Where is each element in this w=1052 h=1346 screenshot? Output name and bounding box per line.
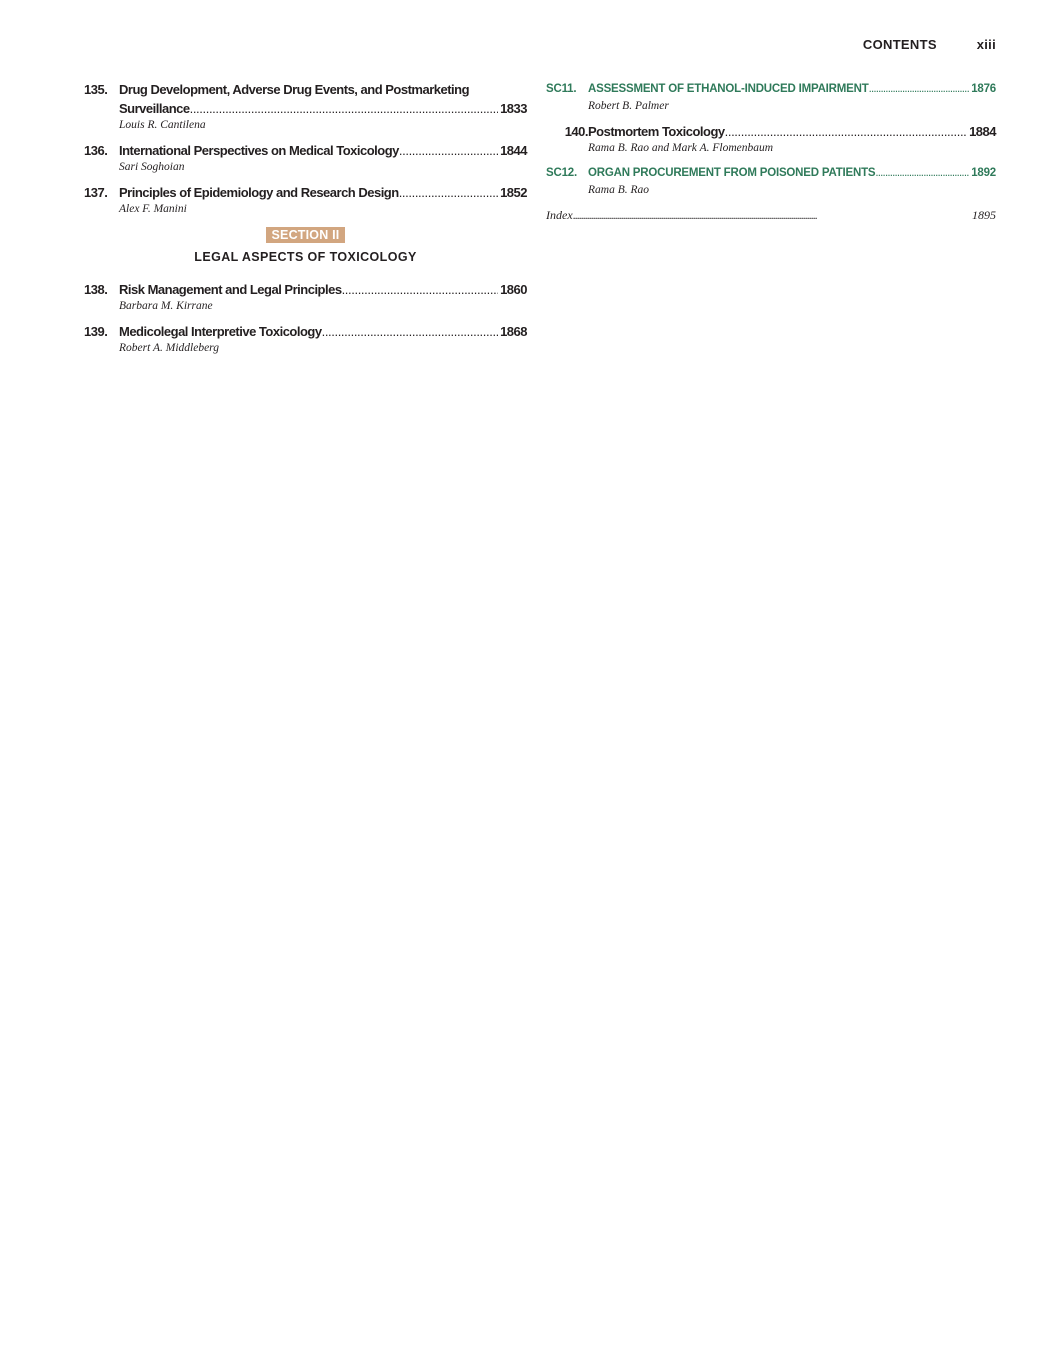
page-ref: 1860: [500, 282, 527, 297]
left-column: [84, 80, 527, 364]
chapter-title: Postmortem Toxicology: [588, 124, 725, 139]
chapter-author: Barbara M. Kirrane: [119, 300, 213, 312]
toc-entry-sc11[interactable]: [546, 80, 996, 113]
toc-entry-140[interactable]: [546, 122, 996, 155]
chapter-author: Robert A. Middleberg: [119, 342, 219, 354]
section-badge: SECTION II: [266, 227, 346, 243]
special-chapter-title: ASSESSMENT OF ETHANOL-INDUCED IMPAIRMENT: [588, 83, 869, 95]
dot-leader: [322, 322, 498, 341]
dot-leader: [573, 206, 970, 224]
dot-leader: [875, 164, 969, 183]
chapter-number: 138.: [84, 282, 108, 297]
dot-leader: [869, 80, 970, 99]
dot-leader: [399, 183, 498, 202]
dot-leader: [399, 141, 498, 160]
page-ref: 1884: [969, 124, 996, 139]
chapter-title-line2: Surveillance: [119, 101, 190, 116]
special-chapter-number: SC11.: [546, 83, 577, 95]
dot-leader: [190, 99, 498, 118]
chapter-title: Medicolegal Interpretive Toxicology: [119, 324, 322, 339]
right-column: [546, 80, 996, 224]
toc-entry-139[interactable]: [84, 322, 527, 355]
running-head: [863, 37, 996, 52]
section-heading: [84, 226, 527, 264]
section-title: LEGAL ASPECTS OF TOXICOLOGY: [194, 250, 417, 264]
toc-entry-sc12[interactable]: [546, 164, 996, 197]
chapter-number: 135.: [84, 82, 108, 97]
toc-entry-138[interactable]: [84, 280, 527, 313]
toc-entry-136[interactable]: [84, 141, 527, 174]
chapter-author: Rama B. Rao: [588, 184, 650, 196]
chapter-title: Principles of Epidemiology and Research Design: [119, 185, 399, 200]
page-ref: 1868: [500, 324, 527, 339]
chapter-title: International Perspectives on Medical Toxicology: [119, 143, 399, 158]
chapter-author: Robert B. Palmer: [588, 100, 669, 112]
page-ref: 1895: [972, 208, 996, 222]
page-ref: 1876: [971, 83, 996, 95]
page-ref: 1852: [500, 185, 527, 200]
chapter-author: Louis R. Cantilena: [119, 119, 206, 131]
page-ref: 1844: [500, 143, 527, 158]
toc-entry-index[interactable]: [546, 206, 996, 224]
toc-entry-135[interactable]: [84, 80, 527, 132]
page-ref: 1833: [500, 101, 527, 116]
toc-entry-137[interactable]: [84, 183, 527, 216]
special-chapter-title: ORGAN PROCUREMENT FROM POISONED PATIENTS: [588, 167, 876, 179]
chapter-number: 136.: [84, 143, 108, 158]
special-chapter-number: SC12.: [546, 167, 577, 179]
chapter-title-line1: Drug Development, Adverse Drug Events, and Postmarketing: [119, 82, 470, 97]
chapter-title: Risk Management and Legal Principles: [119, 282, 342, 297]
running-head-label: CONTENTS: [862, 37, 937, 52]
index-label: Index: [546, 208, 573, 222]
chapter-author: Alex F. Manini: [119, 203, 187, 215]
chapter-number: 140.: [564, 124, 588, 139]
chapter-number: 137.: [84, 185, 108, 200]
dot-leader: [342, 280, 499, 299]
chapter-author: Rama B. Rao and Mark A. Flomenbaum: [588, 142, 774, 154]
page-ref: 1892: [971, 167, 996, 179]
chapter-author: Sari Soghoian: [119, 161, 185, 173]
dot-leader: [725, 122, 967, 141]
chapter-number: 139.: [84, 324, 108, 339]
page-number: xiii: [976, 37, 996, 52]
